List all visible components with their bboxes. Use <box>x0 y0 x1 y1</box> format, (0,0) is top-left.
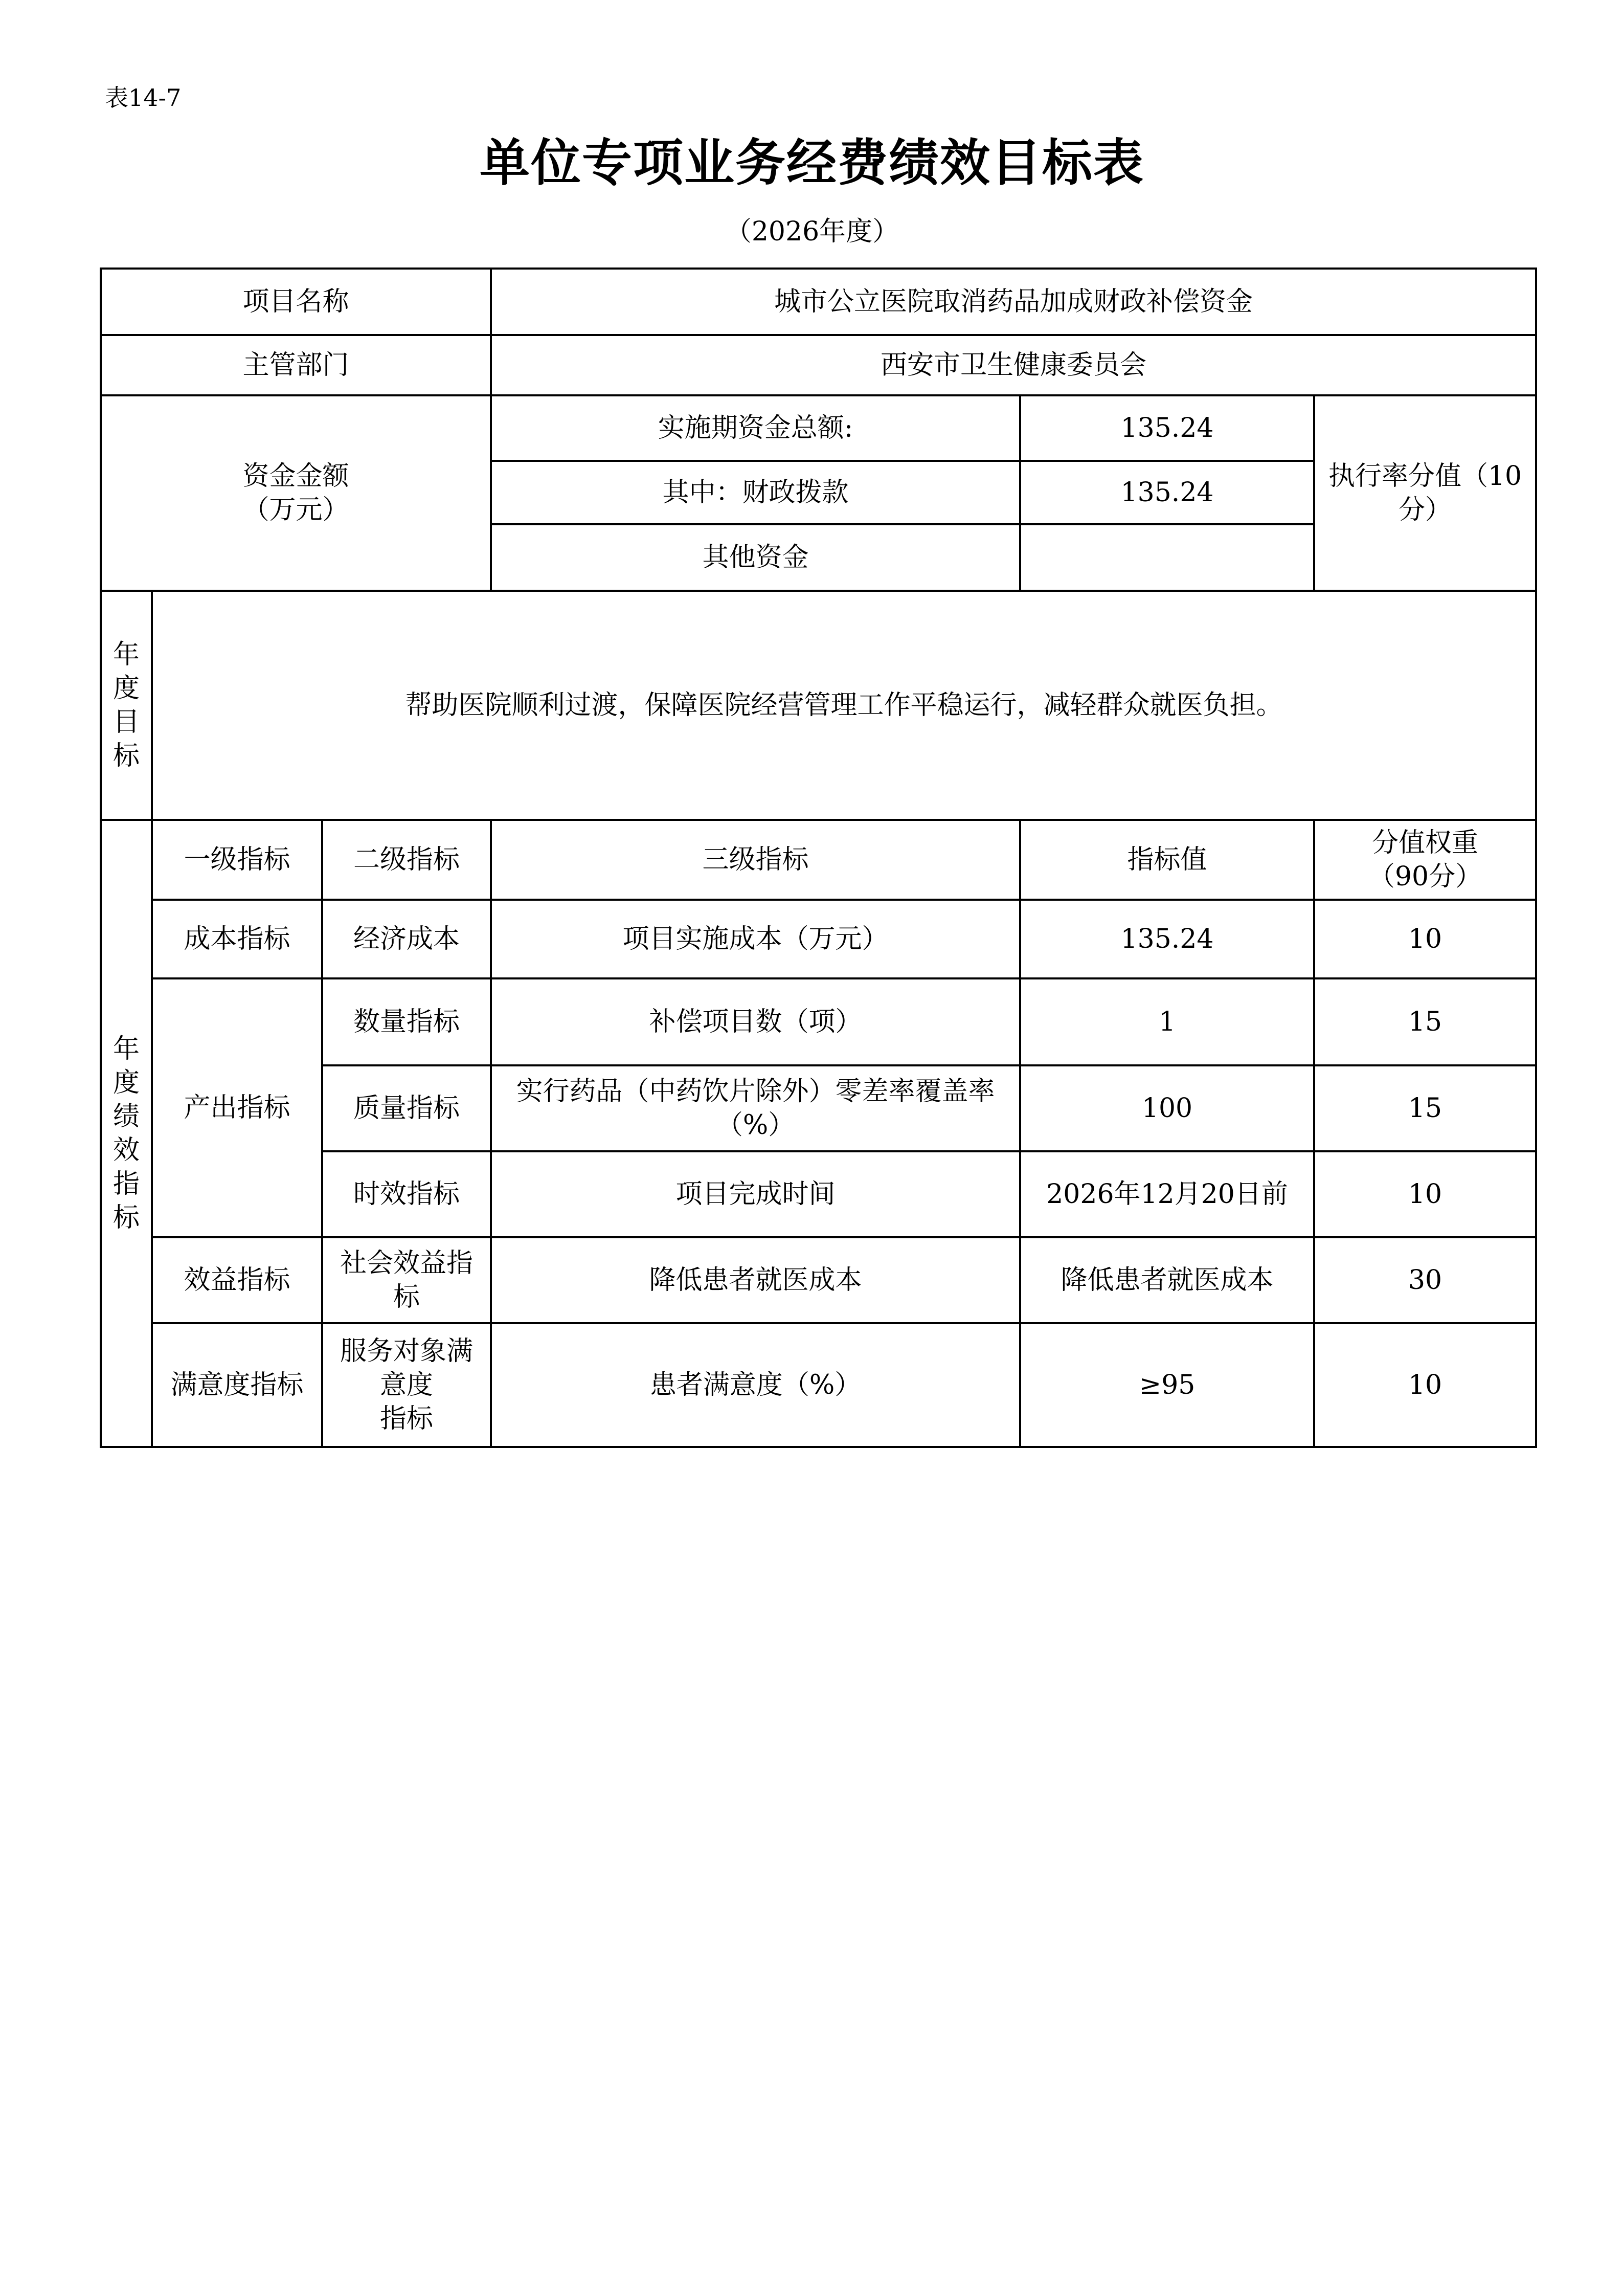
cost-weight: 10 <box>1314 900 1536 978</box>
benefit-level3: 降低患者就医成本 <box>491 1237 1020 1323</box>
header-weight-line1: 分值权重 <box>1372 828 1479 858</box>
other-funds-value <box>1020 524 1314 591</box>
total-funds-label: 实施期资金总额: <box>491 395 1020 461</box>
quantity-value: 1 <box>1020 978 1314 1065</box>
indicator-header-row <box>101 820 1536 900</box>
benefit-level1: 效益指标 <box>152 1237 322 1323</box>
funds-total-row <box>101 395 1536 461</box>
header-level2: 二级指标 <box>322 820 491 900</box>
quality-level2: 质量指标 <box>322 1065 491 1151</box>
annual-goal-row <box>101 591 1536 820</box>
satisfaction-weight: 10 <box>1314 1323 1536 1447</box>
quality-value: 100 <box>1020 1065 1314 1151</box>
annual-indicators-label: 年度绩效指标 <box>101 820 152 1447</box>
fiscal-allocation-label: 其中：财政拨款 <box>491 461 1020 524</box>
indicator-row-satisfaction <box>101 1323 1536 1447</box>
satisfaction-value: ≥95 <box>1020 1323 1314 1447</box>
quantity-weight: 15 <box>1314 978 1536 1065</box>
header-level3: 三级指标 <box>491 820 1020 900</box>
indicator-row-cost <box>101 900 1536 978</box>
satisfaction-level2 <box>322 1323 491 1447</box>
total-funds-value: 135.24 <box>1020 395 1314 461</box>
timeliness-weight: 10 <box>1314 1151 1536 1237</box>
cost-level3: 项目实施成本（万元） <box>491 900 1020 978</box>
funds-amount-label <box>101 395 491 591</box>
department-value: 西安市卫生健康委员会 <box>491 335 1536 395</box>
department-row <box>101 335 1536 395</box>
quantity-level3: 补偿项目数（项） <box>491 978 1020 1065</box>
cost-value: 135.24 <box>1020 900 1314 978</box>
execution-rate-score: 执行率分值（10分） <box>1314 395 1536 591</box>
quality-level3: 实行药品（中药饮片除外）零差率覆盖率（%） <box>491 1065 1020 1151</box>
quantity-level2: 数量指标 <box>322 978 491 1065</box>
timeliness-value: 2026年12月20日前 <box>1020 1151 1314 1237</box>
page-title: 单位专项业务经费绩效目标表 <box>479 134 1144 192</box>
fiscal-year: （2026年度） <box>725 216 899 247</box>
header-weight <box>1314 820 1536 900</box>
header-value: 指标值 <box>1020 820 1314 900</box>
project-name-label: 项目名称 <box>101 269 491 335</box>
header-level1: 一级指标 <box>152 820 322 900</box>
benefit-weight: 30 <box>1314 1237 1536 1323</box>
cost-level2: 经济成本 <box>322 900 491 978</box>
other-funds-label: 其他资金 <box>491 524 1020 591</box>
indicator-row-benefit <box>101 1237 1536 1323</box>
output-level1: 产出指标 <box>152 978 322 1237</box>
benefit-level2: 社会效益指标 <box>322 1237 491 1323</box>
performance-goal-table <box>100 268 1537 1448</box>
indicator-row-quantity <box>101 978 1536 1065</box>
department-label: 主管部门 <box>101 335 491 395</box>
timeliness-level3: 项目完成时间 <box>491 1151 1020 1237</box>
annual-goal-text: 帮助医院顺利过渡，保障医院经营管理工作平稳运行，减轻群众就医负担。 <box>152 591 1536 820</box>
satisfaction-level1: 满意度指标 <box>152 1323 322 1447</box>
satisfaction-level2-line2: 指标 <box>380 1403 434 1434</box>
header-weight-line2: （90分） <box>1368 861 1482 892</box>
benefit-value: 降低患者就医成本 <box>1020 1237 1314 1323</box>
project-name-row <box>101 269 1536 335</box>
satisfaction-level2-line1: 服务对象满意度 <box>340 1336 473 1400</box>
table-number: 表14-7 <box>105 84 182 112</box>
funds-amount-label-line1: 资金金额 <box>242 461 349 492</box>
project-name-value: 城市公立医院取消药品加成财政补偿资金 <box>491 269 1536 335</box>
cost-level1: 成本指标 <box>152 900 322 978</box>
fiscal-allocation-value: 135.24 <box>1020 461 1314 524</box>
funds-amount-label-line2: （万元） <box>242 495 349 525</box>
timeliness-level2: 时效指标 <box>322 1151 491 1237</box>
annual-goal-label: 年度目标 <box>101 591 152 820</box>
quality-weight: 15 <box>1314 1065 1536 1151</box>
satisfaction-level3: 患者满意度（%） <box>491 1323 1020 1447</box>
